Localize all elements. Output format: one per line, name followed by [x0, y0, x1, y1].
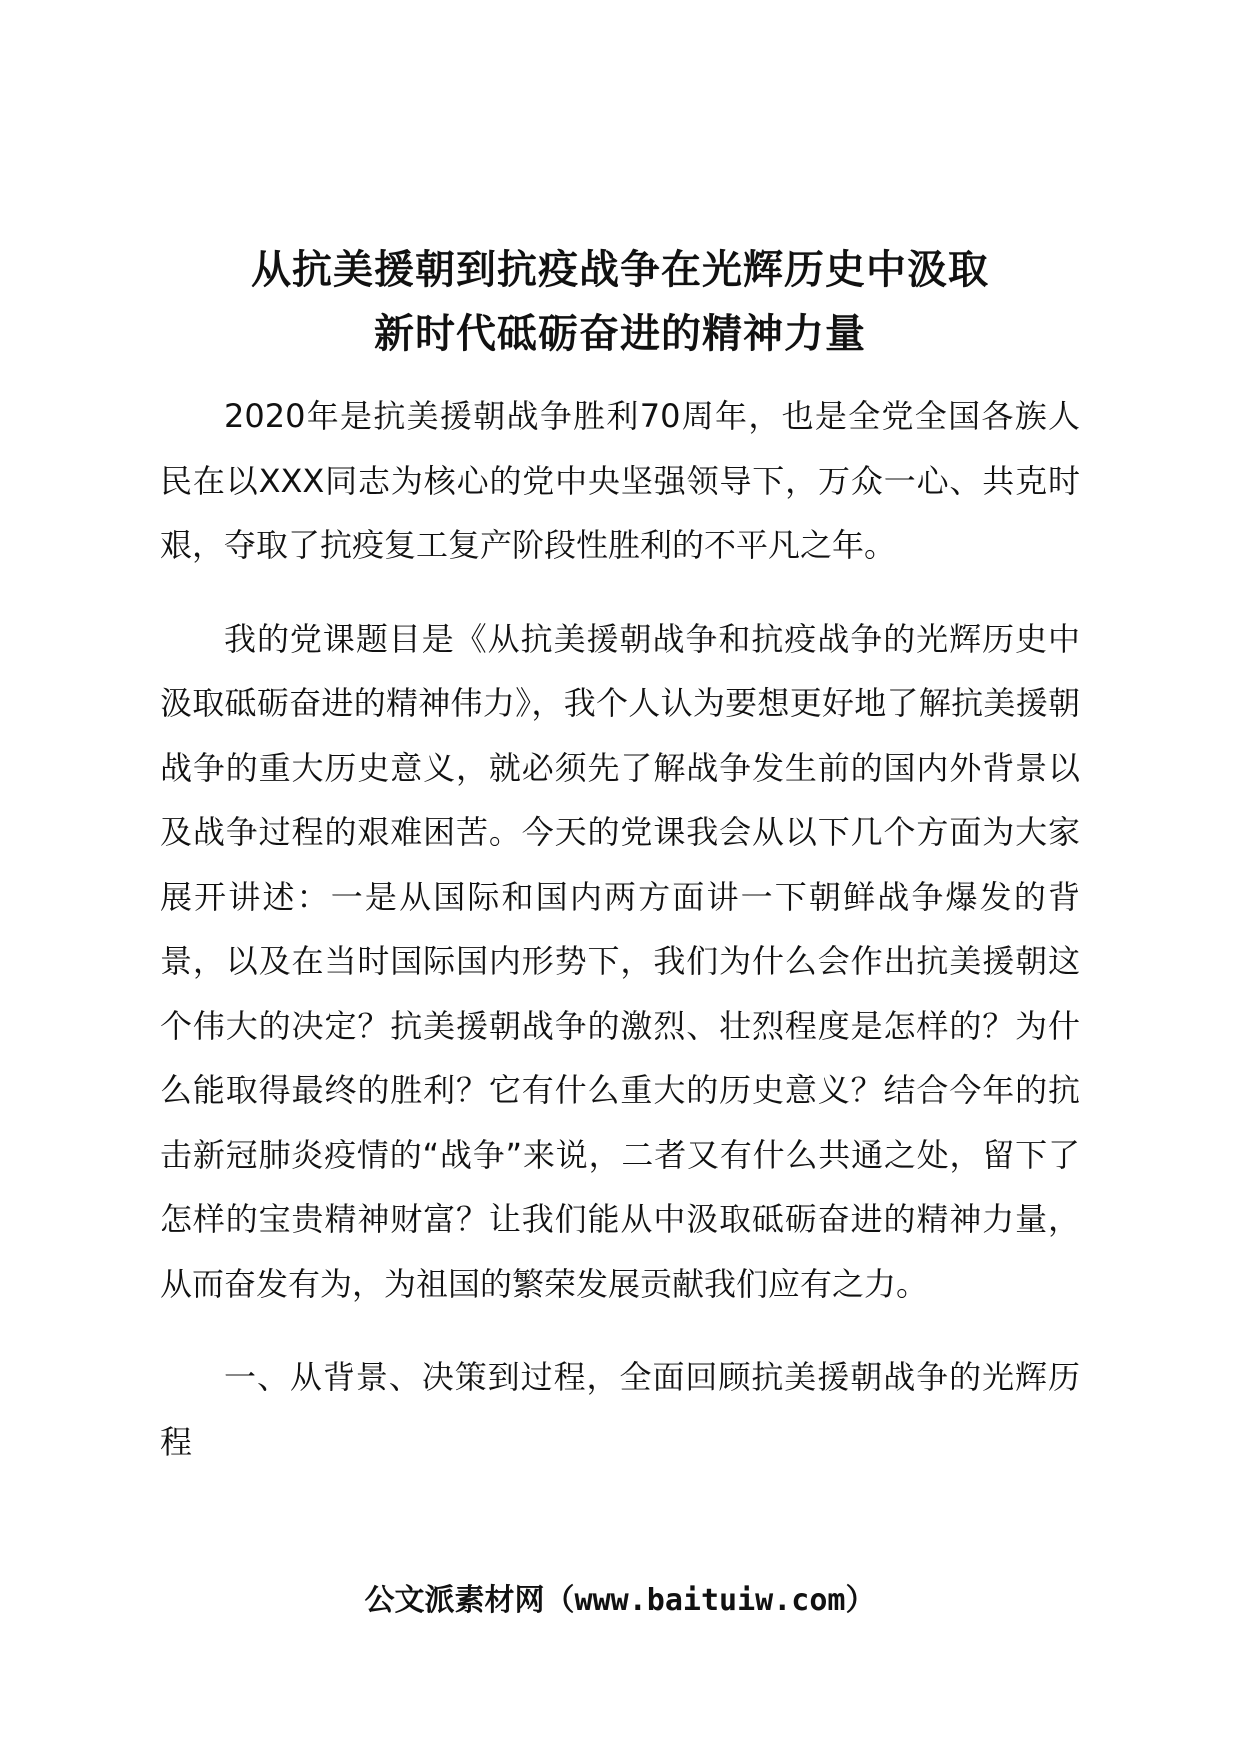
title-line-1: 从抗美援朝到抗疫战争在光辉历史中汲取	[251, 247, 989, 293]
document-body	[160, 384, 1080, 1474]
document-title	[160, 238, 1080, 366]
footer-url: www.baituiw.com	[574, 1583, 846, 1618]
footer-source	[160, 1581, 1080, 1621]
footer-open-paren: （	[544, 1583, 575, 1618]
title-line-2: 新时代砥砺奋进的精神力量	[374, 311, 866, 357]
section-heading-1: 一、从背景、决策到过程，全面回顾抗美援朝战争的光辉历程	[160, 1358, 1080, 1461]
paragraph-topic: 我的党课题目是《从抗美援朝战争和抗疫战争的光辉历史中汲取砥砺奋进的精神伟力》，我个人认为要想更好地了解抗美援朝战争的重大历史意义，就必须先了解战争发生前的国内外背景以及战争过程的艰难困苦。今天的党课我会从以下几个方面为大家展开讲述：一是从国际和国内两方面讲一下朝鲜战争爆发的背景，以及在当时国际国内形势下，我们为什么会作出抗美援朝这个伟大的决定？抗美援朝战争的激烈、壮烈程度是怎样的？为什么能取得最终的胜利？它有什么重大的历史意义？结合今年的抗击新冠肺炎疫情的“战争”来说，二者又有什么共通之处，留下了怎样的宝贵精神财富？让我们能从中汲取砥砺奋进的精神力量，从而奋发有为，为祖国的繁荣发展贡献我们应有之力。	[160, 619, 1080, 1303]
footer-close-paren: ）	[845, 1583, 876, 1618]
footer-site-name: 公文派素材网	[364, 1583, 545, 1618]
paragraph-intro: 2020年是抗美援朝战争胜利70周年，也是全党全国各族人民在以XXX同志为核心的党中央坚强领导下，万众一心、共克时艰，夺取了抗疫复工复产阶段性胜利的不平凡之年。	[160, 397, 1080, 564]
